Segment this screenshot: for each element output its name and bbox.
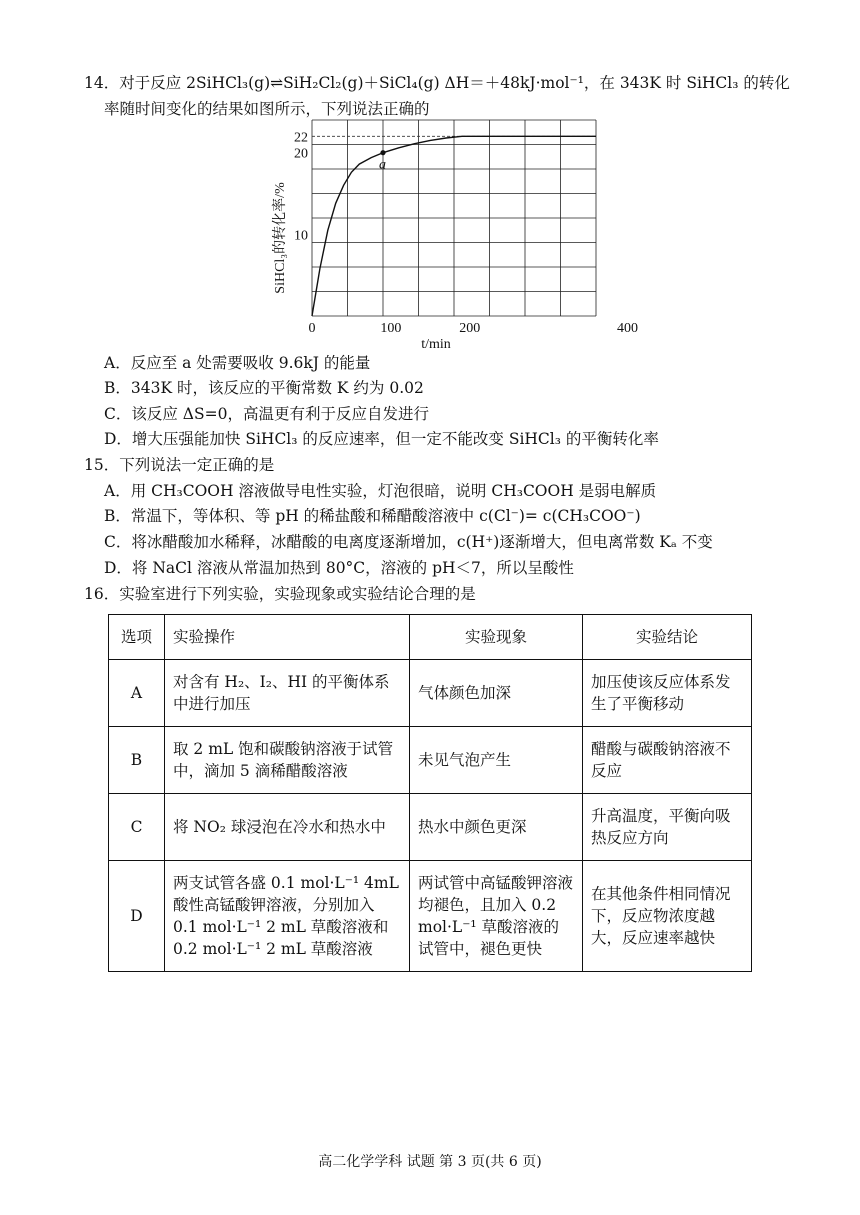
table-row	[109, 660, 752, 727]
y-axis-label: SiHCl₃的转化率/%	[273, 182, 288, 294]
q14-option-a: A．反应至 a 处需要吸收 9.6kJ 的能量	[104, 354, 371, 372]
q15-stem: 15．下列说法一定正确的是	[84, 456, 275, 474]
row-operation: 两支试管各盛 0.1 mol·L⁻¹ 4mL 酸性高锰酸钾溶液，分别加入 0.1 mol·L⁻¹ 2 mL 草酸溶液和 0.2 mol·L⁻¹ 2 mL 草酸溶液	[165, 861, 410, 972]
q15-option-d: D．将 NaCl 溶液从常温加热到 80°C，溶液的 pH＜7，所以呈酸性	[104, 559, 574, 577]
table-row	[109, 794, 752, 861]
x-axis-label: t/min	[421, 337, 451, 352]
row-conclusion: 升高温度，平衡向吸热反应方向	[583, 794, 752, 861]
row-option: A	[109, 660, 165, 727]
row-phenomenon: 两试管中高锰酸钾溶液均褪色，且加入 0.2 mol·L⁻¹ 草酸溶液的试管中，褪色更快	[410, 861, 583, 972]
header-conclusion: 实验结论	[583, 615, 752, 660]
q14-option-d: D．增大压强能加快 SiHCl₃ 的反应速率，但一定不能改变 SiHCl₃ 的平衡转化率	[104, 430, 659, 448]
conversion-chart	[268, 118, 639, 352]
experiment-table	[108, 614, 752, 972]
row-phenomenon: 未见气泡产生	[410, 727, 583, 794]
row-conclusion: 醋酸与碳酸钠溶液不反应	[583, 727, 752, 794]
row-option: C	[109, 794, 165, 861]
q15-option-a: A．用 CH₃COOH 溶液做导电性实验，灯泡很暗，说明 CH₃COOH 是弱电解质	[104, 482, 657, 500]
row-operation: 取 2 mL 饱和碳酸钠溶液于试管中，滴加 5 滴稀醋酸溶液	[165, 727, 410, 794]
chart-grid	[312, 120, 596, 316]
point-a-label: a	[379, 157, 386, 173]
row-conclusion: 加压使该反应体系发生了平衡移动	[583, 660, 752, 727]
x-tick-label: 200	[459, 321, 481, 336]
x-tick-label: 400	[617, 321, 639, 336]
row-phenomenon: 气体颜色加深	[410, 660, 583, 727]
y-tick-labels	[294, 130, 308, 243]
q15-option-c: C．将冰醋酸加水稀释，冰醋酸的电离度逐渐增加，c(H⁺)逐渐增大，但电离常数 Kₐ 不变	[104, 533, 713, 551]
q14-option-c: C．该反应 ΔS=0，高温更有利于反应自发进行	[104, 405, 429, 423]
q14-stem-line1: 14．对于反应 2SiHCl₃(g)⇌SiH₂Cl₂(g)＋SiCl₄(g) ΔH＝＋48kJ·mol⁻¹，在 343K 时 SiHCl₃ 的转化	[84, 74, 790, 92]
table-row	[109, 727, 752, 794]
q14-stem-line2: 率随时间变化的结果如图所示，下列说法正确的	[104, 100, 430, 118]
table-row	[109, 861, 752, 972]
row-operation: 将 NO₂ 球浸泡在冷水和热水中	[165, 794, 410, 861]
row-operation: 对含有 H₂、I₂、HI 的平衡体系中进行加压	[165, 660, 410, 727]
x-tick-label: 0	[308, 321, 316, 336]
header-operation: 实验操作	[165, 615, 410, 660]
x-tick-label: 100	[380, 321, 402, 336]
header-option: 选项	[109, 615, 165, 660]
q14-option-b: B．343K 时，该反应的平衡常数 K 约为 0.02	[104, 379, 424, 397]
row-option: D	[109, 861, 165, 972]
y-tick-label: 22	[294, 130, 308, 146]
q16-stem: 16．实验室进行下列实验，实验现象或实验结论合理的是	[84, 585, 476, 603]
y-tick-label: 10	[294, 228, 308, 244]
row-phenomenon: 热水中颜色更深	[410, 794, 583, 861]
row-conclusion: 在其他条件相同情况下，反应物浓度越大，反应速率越快	[583, 861, 752, 972]
table-header-row	[109, 615, 752, 660]
page-footer: 高二化学学科 试题 第 3 页(共 6 页)	[318, 1154, 542, 1170]
header-phenomenon: 实验现象	[410, 615, 583, 660]
q15-option-b: B．常温下，等体积、等 pH 的稀盐酸和稀醋酸溶液中 c(Cl⁻)= c(CH₃COO⁻)	[104, 507, 641, 525]
x-tick-labels	[309, 321, 639, 336]
y-tick-label: 20	[294, 146, 308, 162]
point-a	[380, 150, 385, 155]
row-option: B	[109, 727, 165, 794]
